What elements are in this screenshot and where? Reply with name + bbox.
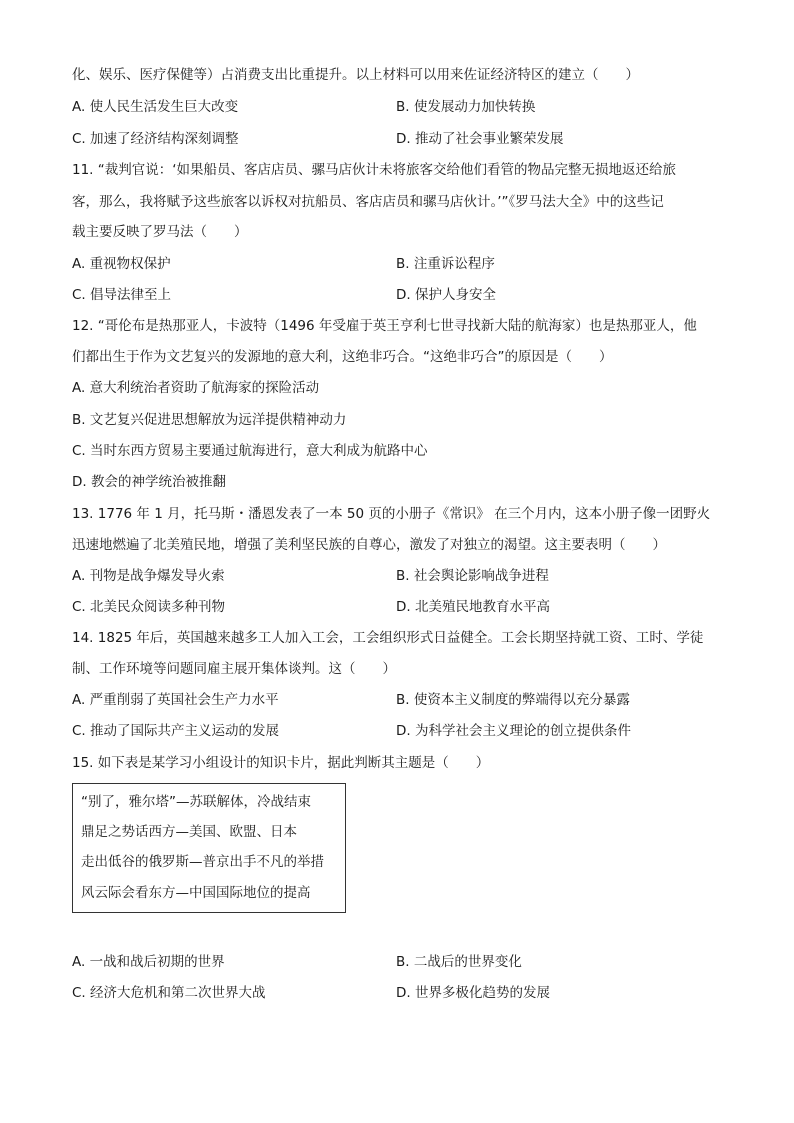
q14-stem-line-1: 14. 1825 年后，英国越来越多工人加入工会，工会组织形式日益健全。工会长期坚持就工资、工时、学徒 <box>72 630 704 646</box>
q13-option-d: D. 北美殖民地教育水平高 <box>396 599 550 615</box>
q14-option-b: B. 使资本主义制度的弊端得以充分暴露 <box>396 692 630 708</box>
q10-stem-tail: 化、娱乐、医疗保健等）占消费支出比重提升。以上材料可以用来佐证经济特区的建立（ ） <box>72 67 639 83</box>
card-line-1: “别了，雅尔塔”—苏联解体，冷战结束 <box>81 794 311 810</box>
q10-option-a: A. 使人民生活发生巨大改变 <box>72 99 239 115</box>
q12-option-a: A. 意大利统治者资助了航海家的探险活动 <box>72 380 320 396</box>
q12-option-b: B. 文艺复兴促进思想解放为远洋提供精神动力 <box>72 412 347 428</box>
card-line-4: 风云际会看东方—中国国际地位的提高 <box>81 885 311 901</box>
q14-option-d: D. 为科学社会主义理论的创立提供条件 <box>396 723 631 739</box>
q11-option-d: D. 保护人身安全 <box>396 287 496 303</box>
q10-option-b: B. 使发展动力加快转换 <box>396 99 536 115</box>
q11-stem-line-2: 客，那么，我将赋予这些旅客以诉权对抗船员、客店店员和骡马店伙计。’”《罗马法大全》中的这些记 <box>72 194 664 210</box>
q14-option-a: A. 严重削弱了英国社会生产力水平 <box>72 692 279 708</box>
card-line-3: 走出低谷的俄罗斯—普京出手不凡的举措 <box>81 854 324 870</box>
q13-stem-line-1: 13. 1776 年 1 月，托马斯・潘恩发表了一本 50 页的小册子《常识》 在三个月内，这本小册子像一团野火 <box>72 506 711 522</box>
q15-option-d: D. 世界多极化趋势的发展 <box>396 985 550 1001</box>
q11-stem-line-1: 11. “裁判官说：‘如果船员、客店店员、骡马店伙计未将旅客交给他们看管的物品完整无损地返还给旅 <box>72 162 677 178</box>
q12-option-d: D. 教会的神学统治被推翻 <box>72 474 226 490</box>
q11-stem-line-3: 载主要反映了罗马法（ ） <box>72 224 248 240</box>
q13-option-b: B. 社会舆论影响战争进程 <box>396 568 549 584</box>
q14-option-c: C. 推动了国际共产主义运动的发展 <box>72 723 280 739</box>
card-line-2: 鼎足之势话西方—美国、欧盟、日本 <box>81 824 297 840</box>
q15-option-c: C. 经济大危机和第二次世界大战 <box>72 985 266 1001</box>
q12-stem-line-1: 12. “哥伦布是热那亚人，卡波特（1496 年受雇于英王亨利七世寻找新大陆的航海家）也是热那亚人，他 <box>72 318 697 334</box>
q15-stem: 15. 如下表是某学习小组设计的知识卡片，据此判断其主题是（ ） <box>72 755 490 771</box>
q10-option-c: C. 加速了经济结构深刻调整 <box>72 131 239 147</box>
q14-stem-line-2: 制、工作环境等问题同雇主展开集体谈判。这（ ） <box>72 661 396 677</box>
q13-option-c: C. 北美民众阅读多种刊物 <box>72 599 226 615</box>
q13-option-a: A. 刊物是战争爆发导火索 <box>72 568 225 584</box>
q12-option-c: C. 当时东西方贸易主要通过航海进行，意大利成为航路中心 <box>72 443 428 459</box>
q15-option-b: B. 二战后的世界变化 <box>396 954 522 970</box>
q12-stem-line-2: 们都出生于作为文艺复兴的发源地的意大利，这绝非巧合。“这绝非巧合”的原因是（ ） <box>72 349 613 365</box>
knowledge-card <box>72 783 346 913</box>
q11-option-c: C. 倡导法律至上 <box>72 287 172 303</box>
q11-option-a: A. 重视物权保护 <box>72 256 171 272</box>
q10-option-d: D. 推动了社会事业繁荣发展 <box>396 131 564 147</box>
q11-option-b: B. 注重诉讼程序 <box>396 256 495 272</box>
q15-option-a: A. 一战和战后初期的世界 <box>72 954 225 970</box>
q13-stem-line-2: 迅速地燃遍了北美殖民地，增强了美利坚民族的自尊心，激发了对独立的渴望。这主要表明（ ） <box>72 537 666 553</box>
